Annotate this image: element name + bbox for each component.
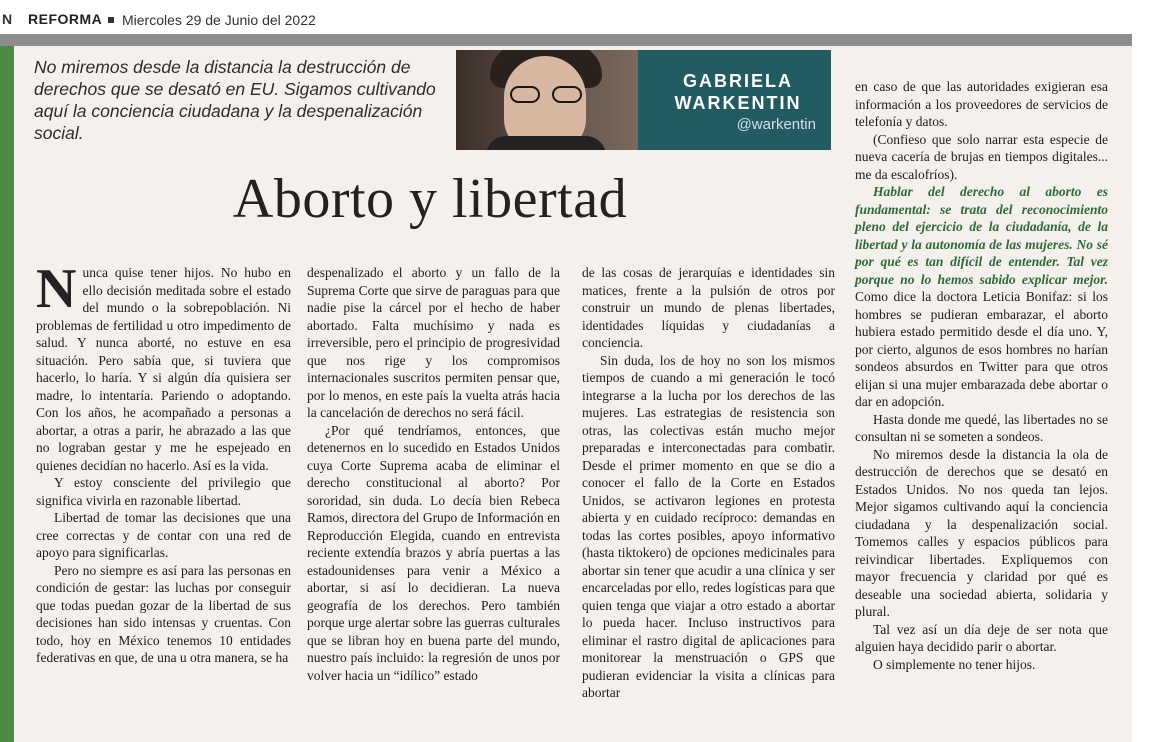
glasses-icon bbox=[510, 86, 582, 104]
pullquote: No miremos desde la distancia la destrucción de derechos que se desató en EU. Sigamos cultivando aquí la conciencia ciudadana y la despenalización social. bbox=[34, 57, 436, 143]
article-headline: Aborto y libertad bbox=[232, 168, 628, 230]
page-margin bbox=[1132, 34, 1150, 742]
paragraph: Tal vez así un día deje de ser nota que alguien haya decidido parir o abortar. bbox=[855, 621, 1108, 654]
author-name: GABRIELA WARKENTIN bbox=[674, 71, 802, 113]
paragraph: en caso de que las autoridades exigieran esa información a los proveedores de servicios de telefonía y datos. bbox=[855, 79, 1108, 129]
paragraph: (Confieso que solo narrar esta especie de nueva cacería de brujas en tiempos digitales... me da escalofríos). bbox=[855, 131, 1108, 182]
paragraph: No miremos desde la distancia la ola de destrucción de derechos que se desató en Estados Unidos. No nos queda tan lejos. Mejor sigamos cultivando aquí la conciencia ciudadana y la despenalización social. Tomemos calles y espacios públicos para reivindicar libertades. Expliquemos con mayor frecuencia y claridad por qué es deseable una sociedad abierta, solidaria y plural. bbox=[855, 446, 1108, 619]
paragraph: Hablar del derecho al aborto es fundamental: se trata del reconocimiento pleno del ejercicio de la ciudadanía, de la libertad y la autonomía de las mujeres. No sé por qué es tan difícil de entender. Tal vez porque no lo hemos sabido explicar mejor. Como dice la doctora Leticia Bonifaz: si los hombres se pudieran embarazar, el aborto hubiera estado permitido desde el día uno. Y, por cierto, algunos de esos hombres no harían sondeos absurdos en Twitter para que otros elijan si una mujer embarazada debe abortar o dar en adopción. bbox=[855, 184, 1108, 409]
paragraph: Libertad de tomar las decisiones que una cree correctas y de contar con una red de apoyo para significarlas. bbox=[36, 510, 291, 560]
paragraph: O simplemente no tener hijos. bbox=[873, 656, 1036, 672]
paragraph: ¿Por qué tendríamos, entonces, que detenernos en lo sucedido en Estados Unidos cuya Corte Suprema acaba de eliminar el derecho constitucional al aborto? Por sororidad, sin duda. Lo decía bien Rebeca Ramos, directora del Grupo de Información en Reproducción Elegida, cuando en entrevista reciente extendía brazos y abría puertas a las estadounidenses para venir a México a abortar, si así lo decidieran. La nueva geografía de los derechos. Pero también porque urge alertar sobre las guerras culturales que se libran hoy en buena parte del mundo, nuestro país incluido: la regresión de unos por volver hacia un “idílico” estado bbox=[307, 422, 560, 683]
paragraph: de las cosas de jerarquías e identidades sin matices, frente a la pulsión de otros por construir un mundo de plenas libertades, identidades líquidas y ciudadanías a conciencia. bbox=[582, 265, 835, 350]
paragraph: Sin duda, los de hoy no son los mismos tiempos de cuando a mi generación le tocó integrarse a la lucha por los derechos de las mujeres. Las estrategias de resistencia son otras, las colectivas están mucho mejor preparadas e interconectadas para combatir. Desde el primer momento en que se dio a conocer el fallo de la Corte en Estados Unidos, se activaron legiones en protesta abierta y en cuidado recíproco: demandas en todas las cortes posibles, apoyo informativo (hasta tiktokero) de opciones medicinales para abortar sin tener que acudir a una clínica y ser encarceladas por ello, redes logísticas para que quien tenga que viajar a otro estado a abortar lo pueda hacer. Incluso instructivos para eliminar el rastro digital de aplicaciones para monitorear la menstruación o GPS que pudieran evidenciar la visita a clínicas para abortar bbox=[582, 352, 836, 700]
article-column-2 bbox=[307, 264, 560, 684]
paragraph: despenalizado el aborto y un fallo de la Suprema Corte que sirve de paraguas para que nadie pise la cárcel por el hecho de haber abortado. Falta muchísimo y nada es irreversible, pero el principio de progresividad que nos rige y los compromisos internacionales suscritos permiten pensar que, por lo menos, en este país la vuelta atrás hacia la cancelación de derechos no será fácil. bbox=[307, 265, 560, 420]
publication-date: Miercoles 29 de Junio del 2022 bbox=[122, 12, 316, 28]
drop-cap: N bbox=[36, 258, 77, 320]
masthead bbox=[0, 0, 1150, 34]
author-banner bbox=[456, 50, 831, 150]
highlighted-text: Hablar del derecho al aborto es fundamental: se trata del reconocimiento pleno del ejercicio de la ciudadanía, de la libertad y la autonomía de las mujeres. No sé por qué es tan difícil de entender. Tal vez porque no lo hemos sabido explicar mejor. bbox=[855, 184, 1108, 287]
top-divider-bar bbox=[0, 34, 1132, 46]
newspaper-logo: REFORMA bbox=[28, 11, 103, 27]
separator-square-icon bbox=[108, 17, 114, 23]
accent-stripe bbox=[0, 46, 14, 742]
paragraph: Nunca quise tener hijos. No hubo en ello decisión meditada sobre el estado del mundo o la sobrepoblación. Ni problemas de fertilidad u otro impedimento de salud. Y nunca aborté, no estuve en esa situación. Pero sabía que, si tuviera que hacerlo, lo haría. Y si algún día quisiera ser madre, lo intentaría. Pariendo o adoptando. Con los años, he acompañado a personas a abortar, a otras a parir, he abrazado a las que no lograban gestar y me he espejeado en quienes decidían no hacerlo. Así es la vida. bbox=[36, 258, 291, 473]
paragraph: Hasta donde me quedé, las libertades no se consultan ni se someten a sondeos. bbox=[855, 411, 1108, 444]
article-column-3 bbox=[582, 264, 835, 702]
section-letter: N bbox=[2, 11, 13, 27]
author-handle: @warkentin bbox=[736, 116, 816, 133]
newspaper-page bbox=[0, 46, 1132, 742]
paragraph: Y estoy consciente del privilegio que significa vivirla en razonable libertad. bbox=[36, 475, 291, 508]
article-column-1 bbox=[36, 258, 291, 667]
paragraph: Pero no siempre es así para las personas en condición de gestar: las luchas por conseguir que todas puedan gozar de la libertad de sus decisiones han sido intensas y cruentas. Con todo, hoy en México tenemos 10 entidades federativas en que, de una u otra manera, se ha bbox=[36, 562, 291, 665]
author-photo bbox=[456, 50, 638, 150]
article-column-4 bbox=[855, 78, 1108, 673]
